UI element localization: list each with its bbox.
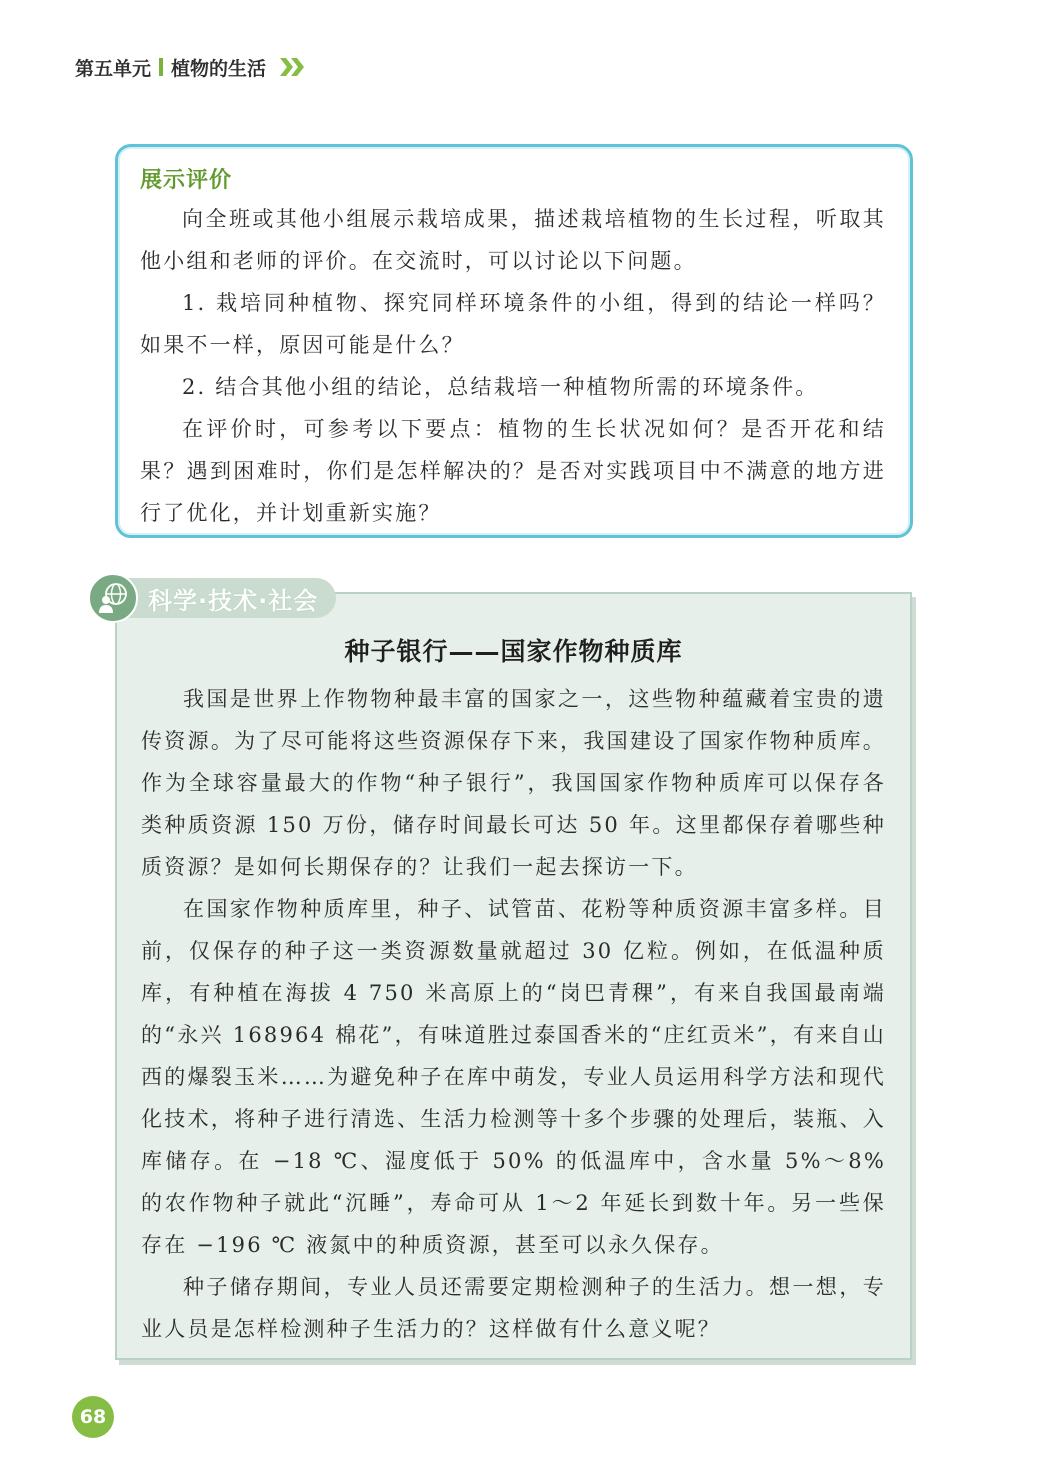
science-paragraph-1: 我国是世界上作物物种最丰富的国家之一，这些物种蕴藏着宝贵的遗传资源。为了尽可能将这些资源保存下来，我国建设了国家作物种质库。作为全球容量最大的作物“种子银行”，我国国家作物种质库可以保存各类种质资源 150 万份，储存时间最长可达 50 年。这里都保存着哪些种质资源？是如何长期保存的？让我们一起去探访一下。 [141, 687, 886, 879]
science-tag-label: 科学·技术·社会 [124, 578, 336, 618]
science-paragraph-2: 在国家作物种质库里，种子、试管苗、花粉等种质资源丰富多样。目前，仅保存的种子这一类资源数量就超过 30 亿粒。例如，在低温种质库，有种植在海拔 4 750 米高原上的“岗巴青稞”，有来自我国最南端的“永兴 168964 棉花”，有味道胜过泰国香米的“庄红贡米”，有来自山西的爆裂玉米……为避免种子在库中萌发，专业人员运用科学方法和现代化技术，将种子进行清选、生活力检测等十多个步骤的处理后，装瓶、入库储存。在 −18 ℃、湿度低于 50% 的低温库中，含水量 5%～8% 的农作物种子就此“沉睡”，寿命可从 1～2 年延长到数十年。另一些保存在 −196 ℃ 液氮中的种质资源，甚至可以永久保存。 [141, 897, 886, 1257]
science-tag [88, 574, 336, 622]
evaluation-question-2: 2. 结合其他小组的结论，总结栽培一种植物所需的环境条件。 [182, 375, 819, 399]
evaluation-paragraph: 向全班或其他小组展示栽培成果，描述栽培植物的生长过程，听取其他小组和老师的评价。在交流时，可以讨论以下问题。 [140, 207, 886, 273]
evaluation-question-1: 1. 栽培同种植物、探究同样环境条件的小组，得到的结论一样吗？如果不一样，原因可能是什么？ [140, 291, 886, 357]
topic-label: 植物的生活 [171, 57, 267, 80]
science-title: 种子银行——国家作物种质库 [344, 637, 683, 666]
page-number: 68 [72, 1396, 114, 1438]
globe-person-icon [88, 573, 138, 623]
double-chevron-right-icon [280, 58, 306, 76]
science-box [115, 592, 912, 1360]
science-paragraph-3: 种子储存期间，专业人员还需要定期检测种子的生活力。想一想，专业人员是怎样检测种子生活力的？这样做有什么意义呢？ [141, 1275, 886, 1341]
evaluation-box [115, 144, 913, 538]
unit-label: 第五单元 [75, 57, 152, 80]
evaluation-criteria: 在评价时，可参考以下要点：植物的生长状况如何？是否开花和结果？遇到困难时，你们是怎样解决的？是否对实践项目中不满意的地方进行了优化，并计划重新实施？ [140, 417, 886, 525]
page-header [75, 52, 306, 82]
header-divider [159, 58, 163, 76]
evaluation-title: 展示评价 [140, 168, 233, 193]
